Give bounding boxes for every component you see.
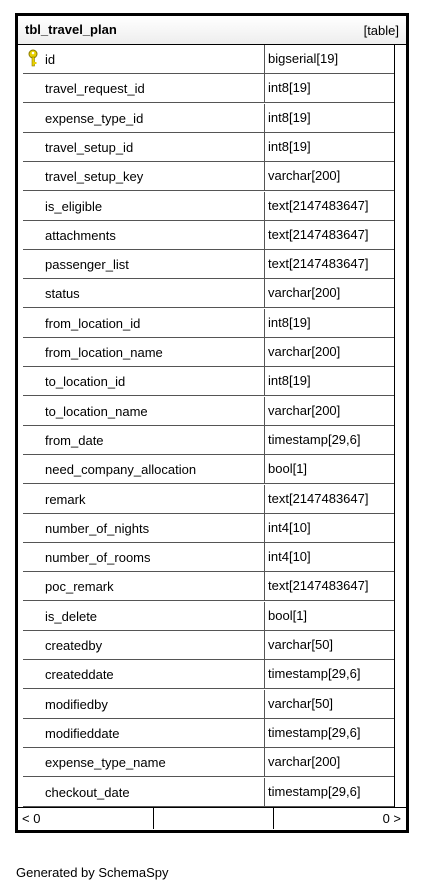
column-row[interactable] xyxy=(18,455,398,484)
column-name-cell xyxy=(23,690,264,719)
column-type-cell xyxy=(264,45,399,74)
column-row[interactable] xyxy=(18,221,398,250)
column-type-cell xyxy=(264,514,399,543)
generated-by-text: Generated by SchemaSpy xyxy=(16,865,169,880)
column-name-cell xyxy=(23,748,264,777)
column-name-cell xyxy=(23,631,264,660)
column-type: int4[10] xyxy=(268,549,311,565)
column-name: need_company_allocation xyxy=(45,462,197,478)
column-type-cell xyxy=(264,192,399,221)
column-name: from_location_name xyxy=(45,345,163,360)
column-type: timestamp[29,6] xyxy=(268,724,361,740)
column-name-cell xyxy=(23,338,264,367)
column-row[interactable] xyxy=(18,338,398,367)
column-name-cell xyxy=(23,309,264,338)
column-type-cell xyxy=(264,250,399,279)
column-name-cell xyxy=(23,543,264,572)
column-row[interactable] xyxy=(18,778,398,807)
table-name[interactable]: tbl_travel_plan xyxy=(25,22,117,37)
column-name: checkout_date xyxy=(45,784,130,800)
column-row[interactable] xyxy=(18,397,398,426)
column-type-cell xyxy=(264,133,399,162)
column-type: timestamp[29,6] xyxy=(268,431,361,447)
column-type: varchar[50] xyxy=(268,695,334,711)
column-name-cell xyxy=(23,719,264,748)
column-row[interactable] xyxy=(18,426,398,455)
column-type: text[2147483647] xyxy=(268,197,369,213)
column-type-cell xyxy=(264,719,399,748)
column-name: to_location_id xyxy=(45,374,126,390)
column-type-cell xyxy=(264,602,399,631)
column-type: text[2147483647] xyxy=(268,256,369,272)
column-name: remark xyxy=(45,491,86,507)
column-type-cell xyxy=(264,367,399,396)
table-footer xyxy=(18,807,406,830)
column-row[interactable] xyxy=(18,309,398,338)
column-type: bool[1] xyxy=(268,461,308,477)
column-name: travel_setup_key xyxy=(45,169,144,185)
column-name-cell xyxy=(23,367,264,396)
column-row[interactable] xyxy=(18,514,398,543)
column-type-cell xyxy=(264,426,399,455)
column-type-cell xyxy=(264,279,399,308)
column-name: id xyxy=(45,52,56,67)
vertical-scrollbar[interactable] xyxy=(394,45,406,807)
column-type-cell xyxy=(264,631,399,660)
column-name-cell xyxy=(23,778,264,807)
column-name: number_of_nights xyxy=(45,520,150,536)
column-name-cell xyxy=(23,162,264,191)
column-row[interactable] xyxy=(18,748,398,777)
column-name: attachments xyxy=(45,227,116,243)
column-name: modifiedby xyxy=(45,696,108,712)
column-type: text[2147483647] xyxy=(268,578,369,594)
column-type-cell xyxy=(264,748,399,777)
column-name: travel_request_id xyxy=(45,81,145,97)
column-name: number_of_rooms xyxy=(45,550,151,566)
column-type: int4[10] xyxy=(268,519,311,535)
column-type: int8[19] xyxy=(268,109,311,125)
column-type: varchar[200] xyxy=(268,344,341,359)
column-name: from_date xyxy=(45,432,104,448)
column-name-cell xyxy=(23,660,264,689)
column-type-cell xyxy=(264,74,399,103)
column-row[interactable] xyxy=(18,279,398,308)
column-row[interactable] xyxy=(18,250,398,279)
column-name-cell xyxy=(23,455,264,484)
column-name: modifieddate xyxy=(45,725,120,741)
column-name-cell xyxy=(23,602,264,631)
column-name-cell xyxy=(23,74,264,103)
column-type: varchar[50] xyxy=(268,637,334,652)
column-row[interactable] xyxy=(18,690,398,719)
column-name: createdby xyxy=(45,638,103,653)
column-row[interactable] xyxy=(18,543,398,572)
column-name-cell xyxy=(23,192,264,221)
column-type: varchar[200] xyxy=(268,402,341,418)
column-name-cell xyxy=(23,279,264,308)
column-name-cell xyxy=(23,426,264,455)
column-name-cell xyxy=(23,221,264,250)
column-row[interactable] xyxy=(18,104,398,133)
column-type-cell xyxy=(264,485,399,514)
column-row[interactable] xyxy=(18,162,398,191)
column-name-cell xyxy=(23,514,264,543)
column-row[interactable] xyxy=(18,602,398,631)
column-type: bool[1] xyxy=(268,607,308,623)
column-name: is_eligible xyxy=(45,198,103,214)
column-type-cell xyxy=(264,338,399,367)
column-name: travel_setup_id xyxy=(45,139,134,155)
column-row[interactable] xyxy=(18,74,398,103)
table-type-label: [table] xyxy=(363,23,399,38)
column-name-cell xyxy=(23,485,264,514)
column-name-cell xyxy=(23,397,264,426)
column-type: timestamp[29,6] xyxy=(268,666,361,682)
column-row[interactable] xyxy=(18,192,398,221)
column-type-cell xyxy=(264,543,399,572)
column-type: varchar[200] xyxy=(268,285,341,301)
column-name: from_location_id xyxy=(45,315,141,331)
column-name: passenger_list xyxy=(45,257,129,273)
column-type-cell xyxy=(264,572,399,601)
footer-right-count[interactable]: 0 > xyxy=(382,811,401,826)
column-type: text[2147483647] xyxy=(268,490,369,506)
column-type: varchar[200] xyxy=(268,168,341,184)
column-type: text[2147483647] xyxy=(268,226,369,242)
column-type: int8[19] xyxy=(268,373,311,389)
column-type: int8[19] xyxy=(268,138,311,154)
column-name: to_location_name xyxy=(45,403,148,419)
footer-left-count[interactable]: < 0 xyxy=(22,811,41,826)
column-name: is_delete xyxy=(45,608,98,624)
column-type-cell xyxy=(264,309,399,338)
column-type-cell xyxy=(264,455,399,484)
table-box xyxy=(15,13,409,833)
column-type-cell xyxy=(264,660,399,689)
primary-key-icon xyxy=(27,49,39,67)
footer-divider xyxy=(273,808,274,829)
column-type-cell xyxy=(264,221,399,250)
column-type: timestamp[29,6] xyxy=(268,783,361,799)
column-name-cell xyxy=(23,104,264,133)
column-row[interactable] xyxy=(18,133,398,162)
column-name: expense_type_id xyxy=(45,110,144,126)
column-name-cell xyxy=(23,250,264,279)
column-name-cell xyxy=(23,45,264,74)
table-header xyxy=(18,16,406,45)
column-name: poc_remark xyxy=(45,579,114,595)
column-name: createddate xyxy=(45,667,114,683)
column-row[interactable] xyxy=(18,660,398,689)
column-row[interactable] xyxy=(18,572,398,601)
column-type: varchar[200] xyxy=(268,754,341,770)
column-row[interactable] xyxy=(18,631,398,660)
column-type: bigserial[19] xyxy=(268,51,339,66)
column-type-cell xyxy=(264,690,399,719)
column-type-cell xyxy=(264,162,399,191)
column-name: expense_type_name xyxy=(45,755,166,771)
footer-divider xyxy=(153,808,154,829)
column-type-cell xyxy=(264,397,399,426)
column-row[interactable] xyxy=(18,485,398,514)
column-type-cell xyxy=(264,104,399,133)
column-type-cell xyxy=(264,778,399,807)
column-name-cell xyxy=(23,133,264,162)
column-name-cell xyxy=(23,572,264,601)
column-row[interactable] xyxy=(18,367,398,396)
column-type: int8[19] xyxy=(268,80,311,96)
column-name: status xyxy=(45,286,80,302)
column-row[interactable] xyxy=(18,45,398,74)
column-type: int8[19] xyxy=(268,314,311,330)
column-row[interactable] xyxy=(18,719,398,748)
